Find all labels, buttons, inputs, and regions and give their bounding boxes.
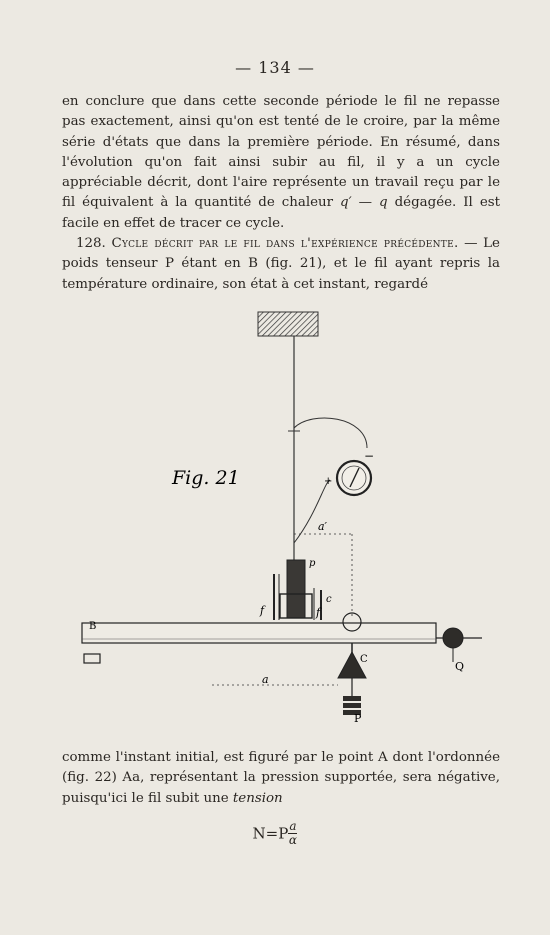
- page-number: — 134 —: [235, 58, 315, 77]
- weight-plate-1: [343, 696, 361, 701]
- weight-plate-2: [343, 703, 361, 708]
- figure-21: [62, 298, 502, 738]
- label-B: B: [89, 621, 97, 632]
- galvanometer-lead-lower: [294, 480, 330, 543]
- dash: —: [351, 195, 380, 211]
- heat-quantity-q: q: [379, 195, 388, 211]
- section-title: Cycle décrit par le fil dans l'expérience précédente.: [111, 236, 459, 251]
- section-128-paragraph: [62, 234, 500, 295]
- paragraph-after-figure: [62, 748, 500, 809]
- label-f-right: f: [316, 606, 321, 619]
- heat-quantity-q-prime: q′: [340, 195, 352, 211]
- formula: [0, 820, 550, 847]
- section-number: 128.: [76, 236, 112, 251]
- galvanometer: [337, 461, 371, 495]
- label-c-small: c: [326, 594, 332, 605]
- paragraph-text: comme l'instant initial, est figuré par le point A dont l'ordonnée (fig. 22) Aa, représentant la pression supportée, sera négative, puisqu'ici le fil subit une: [62, 750, 500, 806]
- formula-fraction: [288, 820, 297, 847]
- formula-numerator: a: [289, 819, 297, 833]
- ceiling-support: [258, 312, 318, 336]
- formula-lhs: N=P: [252, 824, 289, 843]
- label-C: C: [360, 654, 368, 665]
- formula-denominator: α: [288, 833, 297, 847]
- label-P: P: [354, 712, 362, 725]
- paragraph-text: en conclure que dans cette seconde période le fil ne repasse pas exactement, ainsi qu'on est tenté de le croire, par la même série d'états que dans la première période. En résumé, dans l'évolution qu'on fait ainsi subir au fil, il y a un cycle appréciable décrit, dont l'aire représente un travail reçu par le fil équivalent à la quantité de chaleur: [62, 94, 500, 211]
- label-a-prime: a′: [318, 520, 328, 533]
- emphasis-tension: tension: [232, 790, 283, 806]
- paragraph-continuation: [62, 92, 500, 234]
- lever-bar: [82, 623, 436, 643]
- weight-p: [287, 560, 305, 618]
- label-f-left: f: [260, 604, 265, 617]
- paragraph-text-end: dégagée. Il est facile en effet de tracer ce cycle.: [62, 195, 500, 231]
- label-Q: Q: [455, 660, 465, 673]
- plus-sign: +: [324, 476, 333, 487]
- weight-stack-P: [343, 678, 362, 725]
- figure-caption: Fig. 21: [172, 467, 240, 489]
- bar-end-stop: [84, 654, 100, 663]
- label-a: a: [262, 673, 269, 686]
- knife-edge-support: [338, 643, 368, 678]
- minus-sign: −: [364, 449, 375, 463]
- counterweight-disc: [443, 628, 463, 648]
- counterweight-q: [443, 628, 464, 673]
- label-p-small: p: [309, 558, 316, 569]
- figure-21-drawing: [62, 298, 502, 738]
- section-text: — Le poids tenseur P étant en B (fig. 21), et le fil ayant repris la température ordinaire, son état à cet instant, regardé: [62, 236, 500, 292]
- galvanometer-lead-upper: [294, 418, 367, 448]
